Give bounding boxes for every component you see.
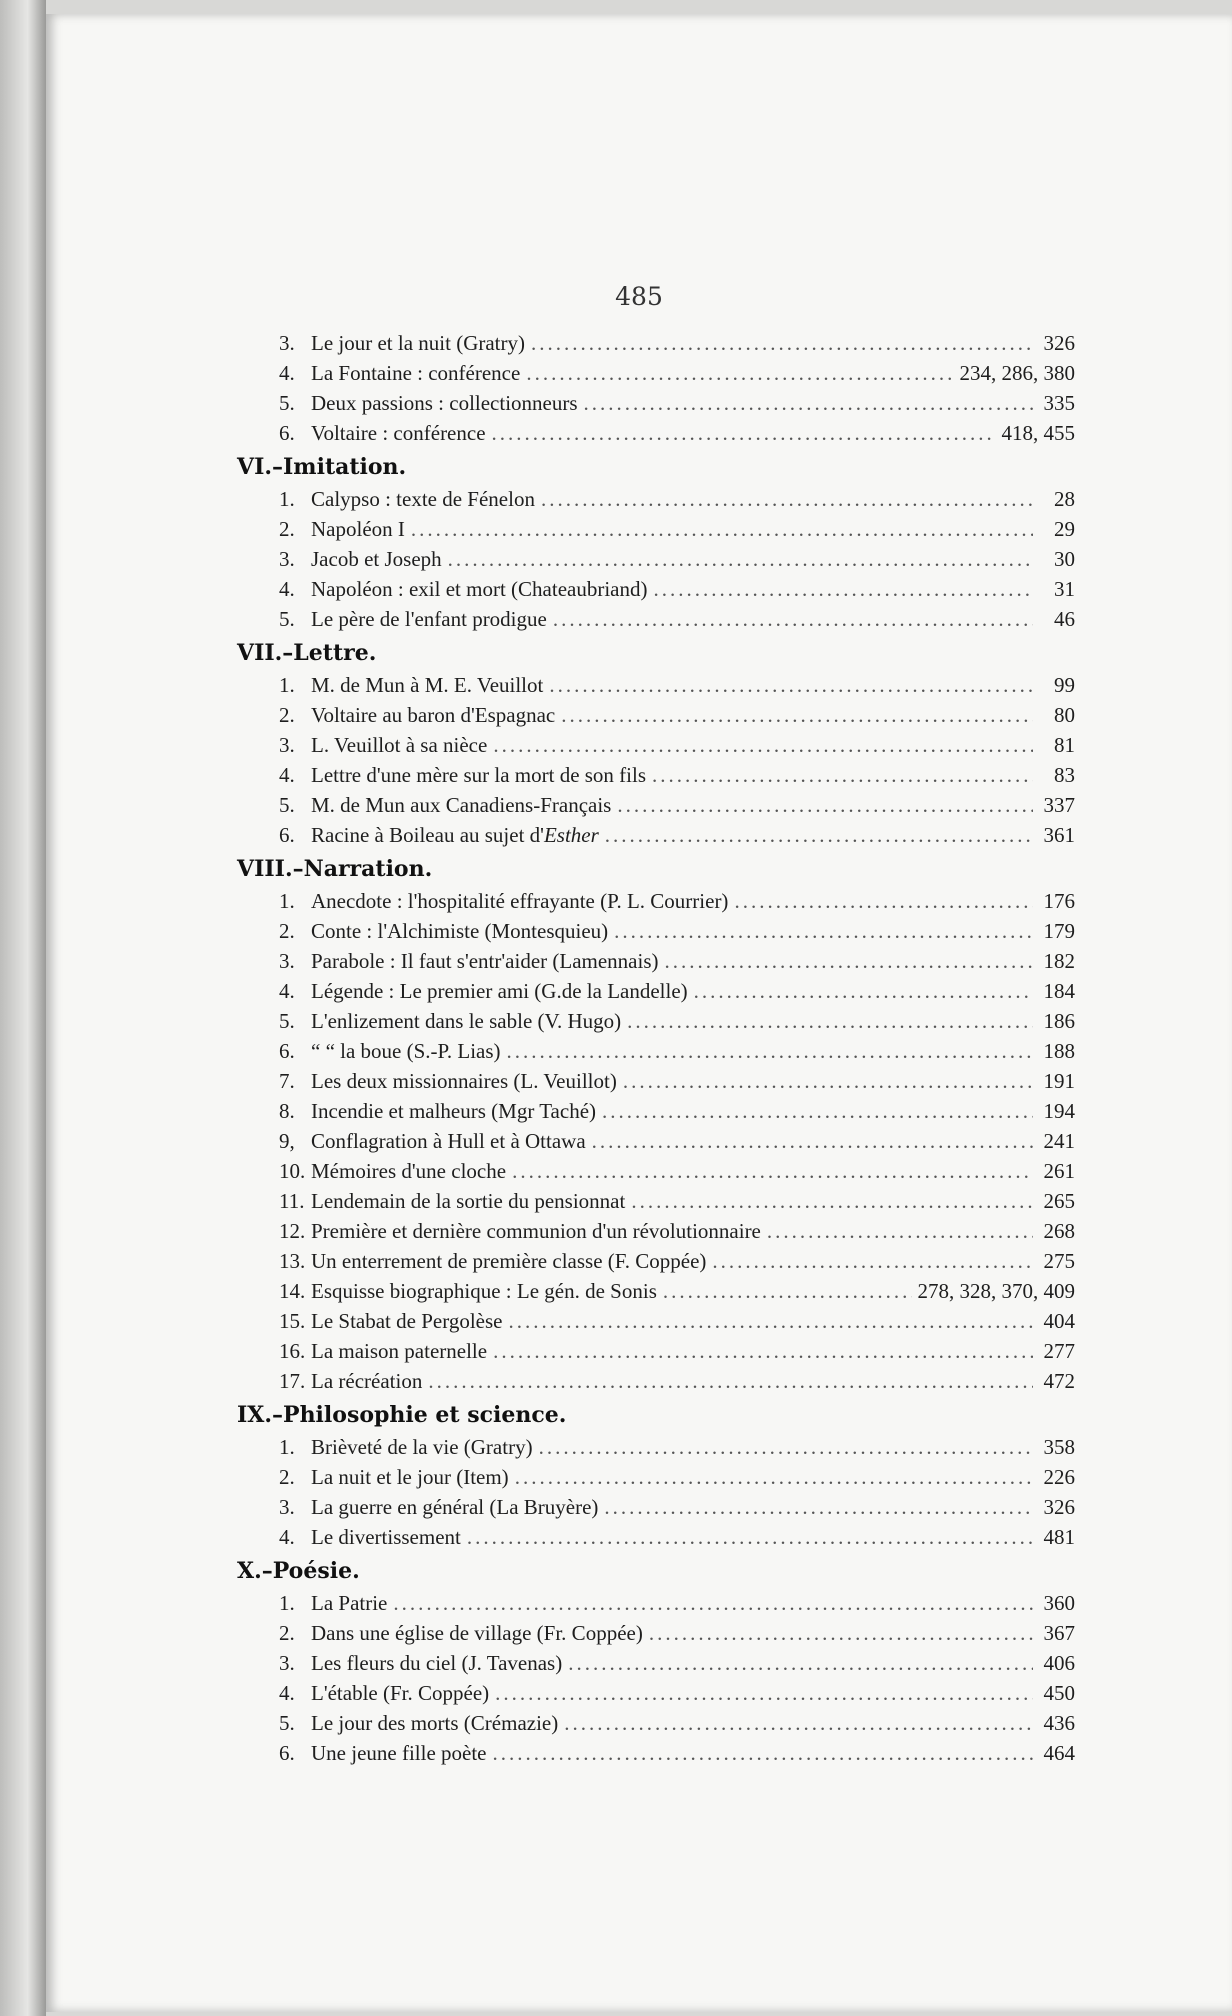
dot-leader [631,1186,1033,1216]
dot-leader [663,1276,912,1306]
dot-leader [553,604,1033,634]
toc-entry [279,670,1075,700]
dot-leader [493,730,1033,760]
toc-entry [279,1066,1075,1096]
entry-pages: 30 [1054,547,1075,571]
entry-number: 11. [279,1189,305,1213]
toc-entry [279,820,1075,850]
toc-entry [279,514,1075,544]
dot-leader [617,790,1033,820]
entry-number: 15. [279,1309,306,1333]
entry-pages: 31 [1054,577,1075,601]
entry-title: Lendemain de la sortie du pensionnat [311,1189,626,1213]
entry-pages: 226 [1043,1465,1075,1489]
entry-title: Première et dernière communion d'un révolutionnaire [311,1219,761,1243]
entry-number: 5. [279,1711,295,1735]
dot-leader [734,886,1033,916]
toc-entry [279,574,1075,604]
section-heading: X.–Poésie. [237,1558,360,1584]
dot-leader [507,1036,1033,1066]
entry-pages: 367 [1043,1621,1075,1645]
toc-entry [279,1432,1075,1462]
toc-entry [279,1186,1075,1216]
entry-pages: 406 [1043,1651,1075,1675]
toc-entry [279,1648,1075,1678]
dot-leader [428,1366,1033,1396]
entry-title: Le Stabat de Pergolèse [311,1309,503,1333]
entry-title: L'étable (Fr. Coppée) [311,1681,490,1705]
entry-title: Mémoires d'une cloche [311,1159,507,1183]
entry-number: 5. [279,1009,295,1033]
entry-pages: 358 [1043,1435,1075,1459]
entry-number: 4. [279,1525,295,1549]
entry-title: Le divertissement [311,1525,461,1549]
dot-leader [568,1648,1033,1678]
toc-entry [279,1276,1075,1306]
dot-leader [549,670,1033,700]
entry-title: Incendie et malheurs (Mgr Taché) [311,1099,597,1123]
toc-entry [279,1036,1075,1066]
entry-title: Dans une église de village (Fr. Coppée) [311,1621,643,1645]
dot-leader [652,760,1033,790]
dot-leader [712,1246,1033,1276]
toc-entry [279,1216,1075,1246]
entry-pages: 464 [1043,1741,1075,1765]
entry-number: 9, [279,1129,295,1153]
entry-pages: 361 [1043,823,1075,847]
toc-entry [279,1492,1075,1522]
dot-leader [561,700,1033,730]
entry-title: Le jour et la nuit (Gratry) [311,331,525,355]
dot-leader [515,1462,1033,1492]
toc-entry [279,1366,1075,1396]
toc-entry [279,328,1075,358]
entry-pages: 28 [1054,487,1075,511]
section-heading: VIII.–Narration. [237,856,433,882]
entry-title: Une jeune fille poète [311,1741,487,1765]
toc-entry [279,1126,1075,1156]
entry-number: 13. [279,1249,306,1273]
dot-leader [602,1096,1033,1126]
dot-leader [665,946,1033,976]
entry-title: Napoléon I [311,517,405,541]
entry-number: 4. [279,763,295,787]
toc-entry [279,1588,1075,1618]
entry-title: La maison paternelle [311,1339,488,1363]
toc-entry [279,1738,1075,1768]
entry-number: 10. [279,1159,306,1183]
entry-pages: 278, 328, 370, 409 [917,1279,1075,1303]
entry-number: 2. [279,1465,295,1489]
dot-leader [467,1522,1033,1552]
entry-number: 2. [279,919,295,943]
entry-pages: 99 [1054,673,1075,697]
entry-number: 2. [279,1621,295,1645]
entry-pages: 83 [1054,763,1075,787]
entry-pages: 335 [1043,391,1075,415]
entry-number: 14. [279,1279,306,1303]
toc-entry [279,358,1075,388]
entry-number: 4. [279,577,295,601]
entry-title: L. Veuillot à sa nièce [311,733,488,757]
entry-title: La Patrie [311,1591,388,1615]
entry-number: 4. [279,361,295,385]
entry-pages: 176 [1043,889,1075,913]
entry-pages: 265 [1043,1189,1075,1213]
entry-number: 6. [279,421,295,445]
entry-title: Anecdote : l'hospitalité effrayante (P. L. Courrier) [311,889,729,913]
entry-number: 16. [279,1339,306,1363]
entry-title: Jacob et Joseph [311,547,442,571]
entry-pages: 182 [1043,949,1075,973]
toc-entry [279,1336,1075,1366]
dot-leader [653,574,1033,604]
entry-pages: 80 [1054,703,1075,727]
entry-pages: 29 [1054,517,1075,541]
entry-pages: 188 [1043,1039,1075,1063]
toc-entry [279,1246,1075,1276]
dot-leader [541,484,1033,514]
entry-title: La guerre en général (La Bruyère) [311,1495,599,1519]
entry-title: Conflagration à Hull et à Ottawa [311,1129,586,1153]
entry-pages: 472 [1043,1369,1075,1393]
entry-pages: 191 [1043,1069,1075,1093]
entry-title: Napoléon : exil et mort (Chateaubriand) [311,577,648,601]
entry-title: Lettre d'une mère sur la mort de son fils [311,763,647,787]
toc-entry [279,1156,1075,1186]
entry-title: Le jour des morts (Crémazie) [311,1711,559,1735]
dot-leader [592,1126,1033,1156]
dot-leader [495,1678,1033,1708]
toc-entry [279,700,1075,730]
toc-entry [279,1618,1075,1648]
dot-leader [605,820,1033,850]
toc-entry [279,418,1075,448]
toc-entry [279,916,1075,946]
entry-pages: 194 [1043,1099,1075,1123]
entry-pages: 234, 286, 380 [959,361,1075,385]
dot-leader [492,418,996,448]
toc-entry [279,946,1075,976]
toc-entry [279,760,1075,790]
entry-pages: 261 [1043,1159,1075,1183]
entry-number: 7. [279,1069,295,1093]
dot-leader [649,1618,1033,1648]
toc-entry [279,976,1075,1006]
dot-leader [694,976,1033,1006]
dot-leader [539,1432,1033,1462]
toc-entry [279,790,1075,820]
entry-title: Voltaire au baron d'Espagnac [311,703,556,727]
entry-title: “ “ la boue (S.-P. Lias) [311,1039,501,1063]
entry-pages: 360 [1043,1591,1075,1615]
entry-title: Racine à Boileau au sujet d'Esther [311,823,599,847]
entry-title: La Fontaine : conférence [311,361,521,385]
entry-title: Les fleurs du ciel (J. Tavenas) [311,1651,563,1675]
entry-number: 3. [279,547,295,571]
entry-title: Parabole : Il faut s'entr'aider (Lamennais) [311,949,659,973]
entry-number: 8. [279,1099,295,1123]
dot-leader [493,1336,1033,1366]
entry-number: 6. [279,1039,295,1063]
entry-title: Voltaire : conférence [311,421,486,445]
dot-leader [564,1708,1033,1738]
entry-number: 3. [279,949,295,973]
entry-number: 5. [279,391,295,415]
toc-entry [279,544,1075,574]
toc-entry [279,484,1075,514]
entry-title: Deux passions : collectionneurs [311,391,578,415]
dot-leader [526,358,953,388]
entry-number: 1. [279,1591,295,1615]
dot-leader [448,544,1033,574]
entry-number: 1. [279,487,295,511]
page-number: 485 [615,282,663,311]
entry-title: Légende : Le premier ami (G.de la Landelle) [311,979,688,1003]
entry-number: 4. [279,979,295,1003]
entry-number: 2. [279,517,295,541]
table-of-contents [237,328,1075,1768]
toc-entry [279,604,1075,634]
entry-pages: 275 [1043,1249,1075,1273]
entry-title: Les deux missionnaires (L. Veuillot) [311,1069,617,1093]
entry-number: 6. [279,823,295,847]
dot-leader [584,388,1033,418]
entry-pages: 418, 455 [1001,421,1075,445]
dot-leader [614,916,1033,946]
toc-entry [279,1096,1075,1126]
entry-number: 3. [279,733,295,757]
dot-leader [411,514,1033,544]
entry-title: Esquisse biographique : Le gén. de Sonis [311,1279,657,1303]
entry-number: 17. [279,1369,306,1393]
dot-leader [627,1006,1033,1036]
dot-leader [508,1306,1033,1336]
entry-pages: 179 [1043,919,1075,943]
dot-leader [512,1156,1033,1186]
dot-leader [767,1216,1033,1246]
entry-number: 1. [279,673,295,697]
entry-number: 3. [279,1651,295,1675]
entry-pages: 450 [1043,1681,1075,1705]
section-heading: VII.–Lettre. [237,640,377,666]
entry-pages: 241 [1043,1129,1075,1153]
entry-number: 5. [279,607,295,631]
toc-entry [279,1006,1075,1036]
entry-number: 6. [279,1741,295,1765]
entry-title: La nuit et le jour (Item) [311,1465,509,1489]
entry-pages: 277 [1043,1339,1075,1363]
dot-leader [493,1738,1033,1768]
toc-entry [279,886,1075,916]
entry-number: 1. [279,889,295,913]
dot-leader [604,1492,1033,1522]
toc-entry [279,1708,1075,1738]
toc-entry [279,1306,1075,1336]
section-heading: IX.–Philosophie et science. [237,1402,567,1428]
toc-entry [279,1678,1075,1708]
entry-number: 12. [279,1219,306,1243]
entry-number: 2. [279,703,295,727]
entry-pages: 337 [1043,793,1075,817]
entry-pages: 46 [1054,607,1075,631]
toc-entry [279,1522,1075,1552]
entry-pages: 81 [1054,733,1075,757]
entry-title: Conte : l'Alchimiste (Montesquieu) [311,919,609,943]
entry-title: La récréation [311,1369,423,1393]
section-heading: VI.–Imitation. [237,454,407,480]
entry-pages: 326 [1043,331,1075,355]
entry-pages: 184 [1043,979,1075,1003]
dot-leader [623,1066,1033,1096]
entry-title: Brièveté de la vie (Gratry) [311,1435,533,1459]
toc-entry [279,730,1075,760]
entry-pages: 481 [1043,1525,1075,1549]
entry-number: 3. [279,1495,295,1519]
dot-leader [531,328,1033,358]
entry-pages: 436 [1043,1711,1075,1735]
entry-number: 1. [279,1435,295,1459]
entry-title: Le père de l'enfant prodigue [311,607,547,631]
toc-entry [279,388,1075,418]
entry-number: 4. [279,1681,295,1705]
entry-pages: 326 [1043,1495,1075,1519]
book-binding-edge [0,0,46,2016]
entry-number: 5. [279,793,295,817]
entry-title: M. de Mun aux Canadiens-Français [311,793,612,817]
entry-pages: 186 [1043,1009,1075,1033]
entry-pages: 404 [1043,1309,1075,1333]
entry-title: M. de Mun à M. E. Veuillot [311,673,544,697]
entry-title: Calypso : texte de Fénelon [311,487,535,511]
entry-title: Un enterrement de première classe (F. Coppée) [311,1249,707,1273]
entry-pages: 268 [1043,1219,1075,1243]
toc-entry [279,1462,1075,1492]
entry-title: L'enlizement dans le sable (V. Hugo) [311,1009,622,1033]
entry-number: 3. [279,331,295,355]
dot-leader [393,1588,1033,1618]
